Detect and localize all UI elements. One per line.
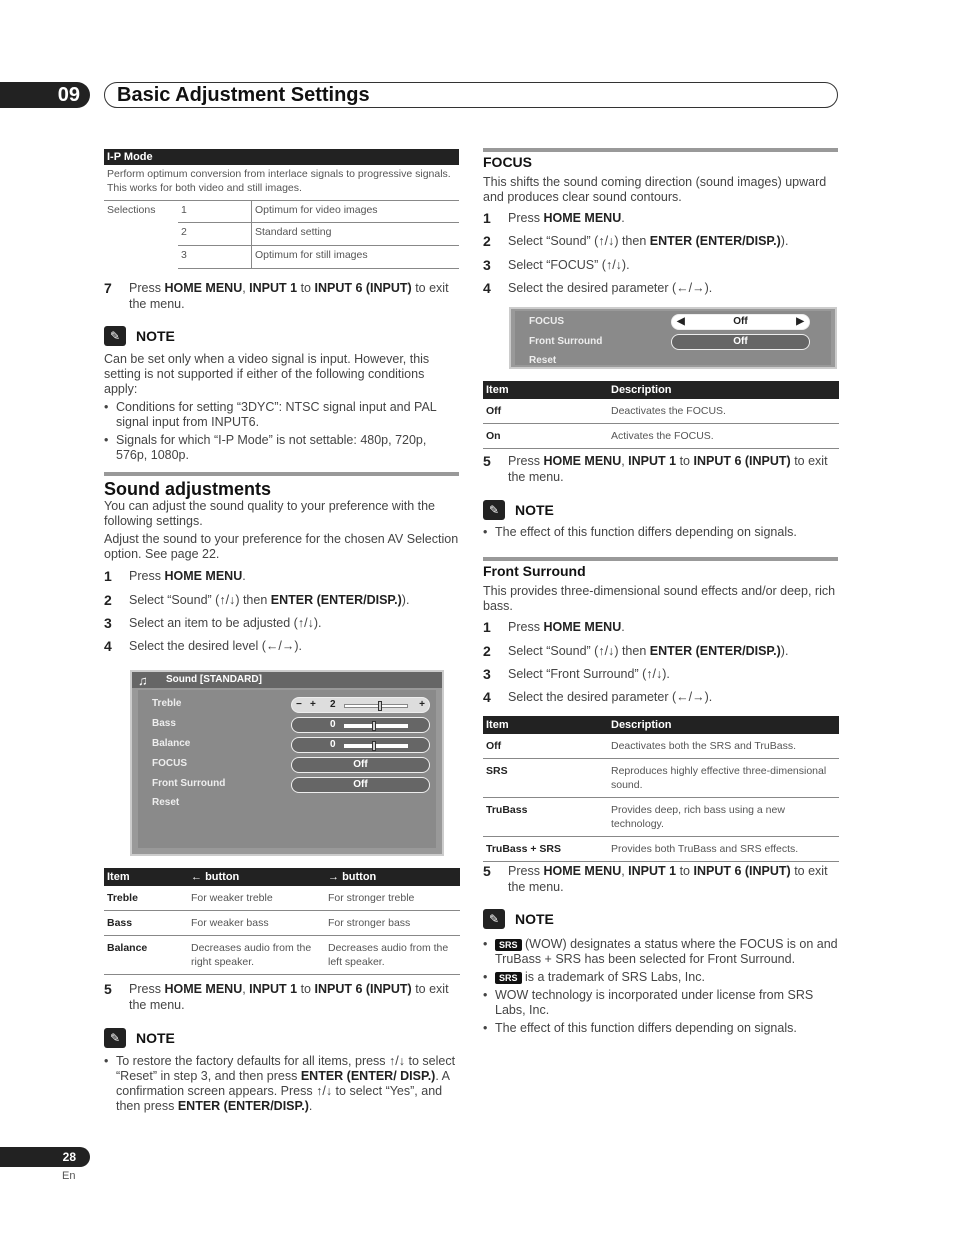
language-label: En	[62, 1170, 76, 1182]
list-item: • Conditions for setting “3DYC”: NTSC signal input and PAL signal input from INPUT6.	[104, 400, 459, 430]
pencil-icon: ✎	[104, 1028, 126, 1048]
ip-mode-header: I-P Mode	[104, 149, 459, 165]
section-title: Front Surround	[483, 563, 586, 579]
step-5: 5 Press HOME MENU, INPUT 1 to INPUT 6 (INPUT) to exit the menu.	[483, 863, 828, 894]
section-title: FOCUS	[483, 154, 532, 170]
col-right-button: → button	[325, 868, 460, 886]
osd-item-treble[interactable]: Treble	[152, 698, 182, 709]
table-row: SRS Reproduces highly effective three-dimensional sound.	[483, 759, 839, 798]
pencil-icon: ✎	[104, 326, 126, 346]
balance-value: 0	[330, 739, 336, 750]
step-2: 2 Select “Sound” (↑/↓) then ENTER (ENTER/DISP.)).	[104, 592, 410, 608]
osd-item-reset[interactable]: Reset	[529, 355, 557, 366]
osd-item-focus[interactable]: FOCUS	[529, 316, 564, 327]
step-3: 3 Select “Front Surround” (↑/↓).	[483, 666, 670, 682]
note-bullets	[483, 937, 838, 1039]
speaker-icon: ♫	[138, 673, 148, 688]
step-4: 4 Select the desired parameter (←/→).	[483, 689, 713, 705]
treble-slider[interactable]	[291, 697, 430, 713]
step-5: 5 Press HOME MENU, INPUT 1 to INPUT 6 (INPUT) to exit the menu.	[483, 453, 828, 484]
ip-row-num: 1	[178, 201, 252, 222]
right-arrow-icon: ▶	[796, 316, 804, 327]
list-item: • The effect of this function differs depending on signals.	[483, 1021, 838, 1036]
note-text: Can be set only when a video signal is input. However, this setting is not supported if either of the following conditions apply:	[104, 352, 430, 396]
note-heading: ✎ NOTE	[483, 500, 554, 520]
table-row: Treble For weaker treble For stronger treble	[104, 886, 460, 911]
list-item: • SRS is a trademark of SRS Labs, Inc.	[483, 970, 838, 985]
pencil-icon: ✎	[483, 909, 505, 929]
chapter-number: 09	[0, 82, 90, 108]
srs-wow-logo: SRS	[495, 972, 522, 984]
divider	[483, 148, 838, 152]
balance-slider[interactable]	[291, 737, 430, 753]
step-3: 3 Select an item to be adjusted (↑/↓).	[104, 615, 322, 631]
step-2: 2 Select “Sound” (↑/↓) then ENTER (ENTER/DISP.)).	[483, 643, 789, 659]
list-item: • WOW technology is incorporated under license from SRS Labs, Inc.	[483, 988, 838, 1018]
treble-value: 2	[330, 699, 336, 710]
list-item: • Signals for which “I-P Mode” is not settable: 480p, 720p, 576p, 1080p.	[104, 433, 459, 463]
table-row: Bass For weaker bass For stronger bass	[104, 911, 460, 936]
step-2: 2 Select “Sound” (↑/↓) then ENTER (ENTER/DISP.)).	[483, 233, 789, 249]
front-surround-value[interactable]: Off	[291, 777, 430, 793]
ip-row-num: 3	[178, 246, 252, 268]
fs-table: Item Description Off Deactivates both the SRS and TruBass. SRS Reproduces highly effective three-dimensional sound. TruBass Provides deep, rich bass using a new technology. TruBass + SRS Provides both TruBass and SRS effects.	[483, 716, 839, 862]
osd-item-front-surround[interactable]: Front Surround	[529, 336, 603, 347]
step-5: 5 Press HOME MENU, INPUT 1 to INPUT 6 (INPUT) to exit the menu.	[104, 981, 449, 1012]
list-item: • To restore the factory defaults for all items, press ↑/↓ to select “Reset” in step 3, and then press ENTER (ENTER/ DISP.). A confirmation screen appears. Press ↑/↓ to select “Yes”, and then press ENTER (ENTER/DISP.).	[104, 1054, 459, 1114]
focus-table: Item Description Off Deactivates the FOCUS. On Activates the FOCUS.	[483, 381, 839, 449]
osd-item-focus[interactable]: FOCUS	[152, 758, 187, 769]
osd-item-balance[interactable]: Balance	[152, 738, 191, 749]
paragraph: You can adjust the sound quality to your preference with the following settings.	[104, 499, 436, 528]
srs-wow-logo: SRS	[495, 939, 522, 951]
left-arrow-icon: ◀	[677, 316, 685, 327]
note-heading: ✎ NOTE	[104, 1028, 175, 1048]
step-1: 1 Press HOME MENU.	[104, 568, 246, 584]
ip-row-desc: Standard setting	[255, 226, 332, 238]
focus-value[interactable]: Off	[291, 757, 430, 773]
section-title: Sound adjustments	[104, 479, 272, 499]
osd-item-reset[interactable]: Reset	[152, 797, 180, 808]
osd-item-bass[interactable]: Bass	[152, 718, 176, 729]
chapter-title: Basic Adjustment Settings	[104, 82, 838, 108]
minus-icon: −	[296, 699, 302, 710]
note-bullets	[104, 400, 459, 466]
table-row: Off Deactivates the FOCUS.	[483, 399, 839, 424]
list-item: • The effect of this function differs depending on signals.	[483, 525, 838, 540]
step-3: 3 Select “FOCUS” (↑/↓).	[483, 257, 630, 273]
table-row: TruBass Provides deep, rich bass using a new technology.	[483, 798, 839, 837]
pencil-icon: ✎	[483, 500, 505, 520]
note-bullets	[104, 1054, 459, 1117]
paragraph: This provides three-dimensional sound effects and/or deep, rich bass.	[483, 584, 836, 613]
bass-value: 0	[330, 719, 336, 730]
table-row: On Activates the FOCUS.	[483, 424, 839, 449]
table-row: TruBass + SRS Provides both TruBass and SRS effects.	[483, 837, 839, 862]
ip-mode-table	[104, 149, 459, 269]
ip-mode-desc: Perform optimum conversion from interlace signals to progressive signals. This works for both video and still images.	[104, 165, 459, 201]
step-1: 1 Press HOME MENU.	[483, 619, 625, 635]
sound-osd	[130, 670, 444, 856]
sound-table	[104, 868, 460, 975]
step-4: 4 Select the desired parameter (←/→).	[483, 280, 713, 296]
plus-icon: +	[419, 699, 425, 710]
col-left-button: ← button	[188, 868, 325, 886]
col-item: Item	[104, 868, 188, 886]
list-item: • SRS (WOW) designates a status where the FOCUS is on and TruBass + SRS has been selected for Front Surround.	[483, 937, 838, 967]
note-heading: ✎ NOTE	[483, 909, 554, 929]
osd-title: Sound [STANDARD]	[132, 672, 442, 688]
step-7: 7 Press HOME MENU, INPUT 1 to INPUT 6 (INPUT) to exit the menu.	[104, 280, 449, 311]
note-heading: ✎ NOTE	[104, 326, 175, 346]
front-surround-value[interactable]: Off	[671, 334, 810, 350]
step-4: 4 Select the desired level (←/→).	[104, 638, 303, 654]
ip-row-desc: Optimum for video images	[255, 204, 378, 216]
note-bullets	[483, 525, 838, 543]
bass-slider[interactable]	[291, 717, 430, 733]
table-row: Off Deactivates both the SRS and TruBass.	[483, 734, 839, 759]
page-number: 28	[0, 1147, 90, 1167]
paragraph: This shifts the sound coming direction (sound images) upward and produces clear sound contours.	[483, 175, 827, 204]
focus-selector[interactable]: ◀ Off ▶	[671, 314, 810, 330]
selections-label: Selections	[107, 204, 156, 216]
ip-row-desc: Optimum for still images	[255, 249, 368, 261]
osd-item-front-surround[interactable]: Front Surround	[152, 778, 226, 789]
table-row: Balance Decreases audio from the right speaker. Decreases audio from the left speaker.	[104, 936, 460, 975]
divider	[104, 472, 459, 476]
focus-osd	[509, 307, 837, 369]
divider	[483, 557, 838, 561]
ip-row-num: 2	[178, 223, 252, 245]
paragraph: Adjust the sound to your preference for the chosen AV Selection option. See page 22.	[104, 532, 459, 561]
step-1: 1 Press HOME MENU.	[483, 210, 625, 226]
plus-icon: +	[310, 699, 316, 710]
